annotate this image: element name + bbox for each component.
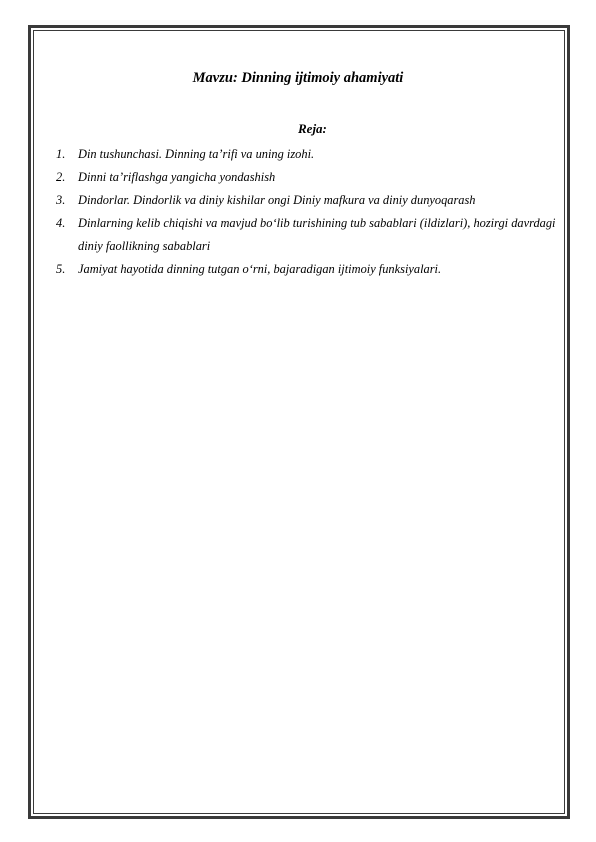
plan-item-number: 3. bbox=[56, 193, 66, 207]
plan-heading: Reja: bbox=[298, 121, 327, 136]
plan-item-number: 4. bbox=[56, 216, 66, 230]
plan-item-text: Jamiyat hayotida dinning tutgan o‘rni, bajaradigan ijtimoiy funksiyalari. bbox=[78, 262, 442, 276]
plan-item bbox=[56, 212, 556, 258]
plan-item-number: 5. bbox=[56, 262, 66, 276]
plan-item-number: 2. bbox=[56, 170, 66, 184]
plan-item-text: Dinni ta’riflashga yangicha yondashish bbox=[78, 170, 276, 184]
plan-item-text: Din tushunchasi. Dinning ta’rifi va uning izohi. bbox=[78, 147, 315, 161]
document-title: Mavzu: Dinning ijtimoiy ahamiyati bbox=[192, 70, 404, 86]
plan-item bbox=[56, 258, 556, 281]
plan-item bbox=[56, 166, 556, 189]
plan-item bbox=[56, 189, 556, 212]
plan-item bbox=[56, 143, 556, 166]
plan-item-text: Dinlarning kelib chiqishi va mavjud bo‘lib turishining tub sabablari (ildizlari), hozirgi davrdagi diniy faollikning sabablari bbox=[78, 216, 556, 253]
plan-item-text: Dindorlar. Dindorlik va diniy kishilar ongi Diniy mafkura va diniy dunyoqarash bbox=[78, 193, 476, 207]
plan-list bbox=[56, 143, 556, 281]
plan-item-number: 1. bbox=[56, 147, 66, 161]
